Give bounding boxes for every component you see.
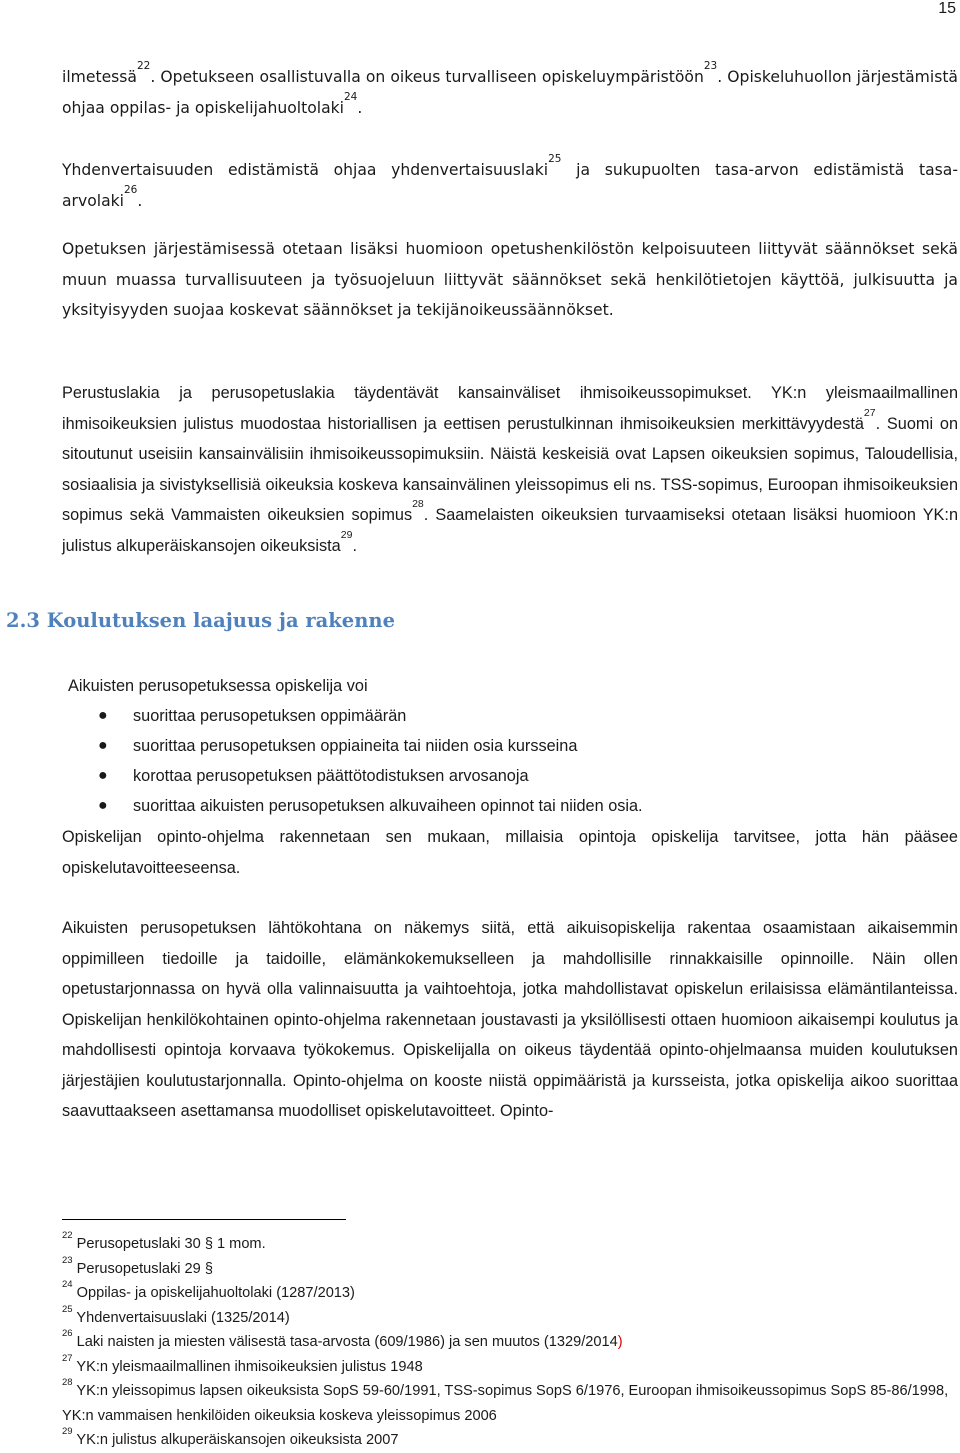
footnotes <box>62 1232 952 1453</box>
list-item-text: suorittaa perusopetuksen oppiaineita tai niiden osia kursseina <box>133 737 578 755</box>
footnote-ref[interactable]: 28 <box>412 498 424 510</box>
footnote-number: 24 <box>62 1279 73 1290</box>
footnote <box>62 1232 952 1257</box>
footnote-ref[interactable]: 22 <box>136 60 151 72</box>
footnote <box>62 1254 952 1282</box>
list-item-text: suorittaa perusopetuksen oppimäärän <box>133 707 407 725</box>
footnote-ref[interactable]: 27 <box>863 406 876 419</box>
footnote-text: Yhdenvertaisuuslaki (1325/2014) <box>76 1309 290 1326</box>
footnote-text: Perusopetuslaki 30 § 1 mom. <box>76 1236 266 1252</box>
footnote-text: YK:n julistus alkuperäiskansojen oikeuksista 2007 <box>76 1432 399 1448</box>
footnote-number: 26 <box>62 1328 73 1339</box>
paragraph-text: Yhdenvertaisuuden edistämistä ohjaa yhdenvertaisuuslaki <box>62 161 549 179</box>
footnote-ref[interactable]: 23 <box>703 60 718 72</box>
footnote-number: 25 <box>62 1303 73 1315</box>
bullet-icon: ● <box>98 767 108 784</box>
paragraph-text: . Suomi on sitoutunut useisiin kansainvälisiin ihmisoikeussopimuksiin. Näistä keskeisiä ovat Lapsen oikeuksien sopimus, Taloudellisia, sosiaalisia ja sivistyksellisiä oikeuksia koskeva kansainvälinen yleissopimus eli ns. TSS-sopimus, Euroopan ihmisoikeuksien sopimus sekä Vammaisten oikeuksien sopimus <box>62 414 958 524</box>
bullet-icon: ● <box>98 737 108 754</box>
bullet-icon: ● <box>98 707 108 724</box>
footnote-ref[interactable]: 24 <box>344 90 358 103</box>
footnote-number: 23 <box>62 1254 73 1266</box>
footnote-text: YK:n yleismaailmallinen ihmisoikeuksien julistus 1948 <box>76 1358 423 1375</box>
footnote-text: Oppilas- ja opiskelijahuoltolaki (1287/2013) <box>76 1285 355 1301</box>
footnote-number: 29 <box>62 1426 73 1437</box>
paragraph-text: . Opiskeluhuollon järjestämistä ohjaa oppilas- ja opiskelijahuoltolaki <box>62 68 958 117</box>
list-intro: Aikuisten perusopetuksessa opiskelija voi <box>68 677 368 695</box>
footnote-separator <box>62 1219 346 1220</box>
paragraph-equality <box>62 155 958 216</box>
paragraph-text: ilmetessä <box>62 68 137 86</box>
footnote-ref[interactable]: 29 <box>340 528 353 541</box>
footnote-ref[interactable]: 26 <box>124 183 138 196</box>
footnote <box>62 1330 952 1355</box>
footnote <box>62 1379 952 1428</box>
footnote-text: Laki naisten ja miesten välisestä tasa-arvosta (609/1986) ja sen muutos (1329/2014 <box>76 1334 618 1350</box>
footnote-ref[interactable]: 25 <box>548 153 562 165</box>
footnote-number: 27 <box>62 1352 73 1364</box>
paragraph-text: Perustuslakia ja perusopetuslakia täydentävät kansainväliset ihmisoikeussopimukset. YK:n yleismaailmallinen ihmisoikeuksien julistus muodostaa historiallisen ja eettisen perustulkinnan ihmisoikeuksien merkittävyydestä <box>62 384 958 433</box>
paragraph-text: . <box>352 536 357 555</box>
paragraph-text: . <box>137 191 143 210</box>
paragraph-starting-point: Aikuisten perusopetuksen lähtökohtana on näkemys siitä, että aikuisopiskelija rakentaa osaamistaan aikaisemmin oppimilleen tiedoille ja taidoille, elämänkokemukselleen ja mahdollisille rinnakkaisille opinnoille. Näin ollen opetustarjonnassa on hyvä olla valinnaisuutta ja vaihtoehtoja, jotka mahdollistavat opiskelun erilaisissa elämäntilanteissa. Opiskelijan henkilökohtainen opinto-ohjelma rakennetaan joustavasti ja yksilöllisesti ottaen huomioon aikaisempi koulutus ja mahdollisesti opintoja korvaava työkokemus. Opiskelijalla on oikeus täydentää opinto-ohjelmaansa muiden koulutuksen järjestäjien koulutustarjonnalla. Opinto-ohjelma on kooste niistä oppimääristä ja kursseista, jotka opiskelija aikoo suorittaa saavuttaakseen asettamansa muodolliset opiskelutavoitteet. Opinto- <box>62 919 958 1120</box>
paragraph-text: . <box>357 98 363 117</box>
list-item-text: suorittaa aikuisten perusopetuksen alkuvaiheen opinnot tai niiden osia. <box>133 797 643 815</box>
paragraph-human-rights <box>62 378 958 561</box>
footnote-text: YK:n yleissopimus lapsen oikeuksista SopS 59-60/1991, TSS-sopimus SopS 6/1976, Euroopan ihmisoikeussopimus SopS 85-86/1998, YK:n vammaisen henkilöiden oikeuksia koskeva yleissopimus 2006 <box>62 1383 949 1424</box>
paragraph-student-safety <box>62 62 958 123</box>
footnote <box>62 1281 952 1306</box>
section-heading: 2.3 Koulutuksen laajuus ja rakenne <box>6 609 395 632</box>
footnote-text: Perusopetuslaki 29 § <box>76 1260 213 1277</box>
footnote <box>62 1352 952 1380</box>
footnote-closing-paren: ) <box>617 1334 623 1350</box>
paragraph-regulations: Opetuksen järjestämisessä otetaan lisäksi huomioon opetushenkilöstön kelpoisuuteen liittyvät säännökset sekä muun muassa turvallisuuteen ja työsuojeluun liittyvät säännökset sekä henkilötietojen käyttöä, julkisuutta ja yksityisyyden suojaa koskevat säännökset ja tekijänoikeussäännökset. <box>62 240 958 319</box>
paragraph-text: . Saamelaisten oikeuksien turvaamiseksi otetaan lisäksi huomioon YK:n julistus alkuperäiskansojen oikeuksista <box>62 506 958 555</box>
paragraph-text: . Opetukseen osallistuvalla on oikeus turvalliseen opiskeluympäristöön <box>150 68 704 86</box>
footnote <box>62 1303 952 1331</box>
footnote-number: 22 <box>62 1230 73 1241</box>
list-item-text: korottaa perusopetuksen päättötodistuksen arvosanoja <box>133 767 529 785</box>
bullet-icon: ● <box>98 797 108 814</box>
page-number: 15 <box>938 0 956 17</box>
footnote-number: 28 <box>62 1377 73 1388</box>
paragraph-study-program: Opiskelijan opinto-ohjelma rakennetaan sen mukaan, millaisia opintoja opiskelija tarvitsee, jotta hän pääsee opiskelutavoitteeseensa. <box>62 828 958 877</box>
paragraph-text: ja sukupuolten tasa-arvon edistämistä tasa-arvolaki <box>62 161 958 210</box>
